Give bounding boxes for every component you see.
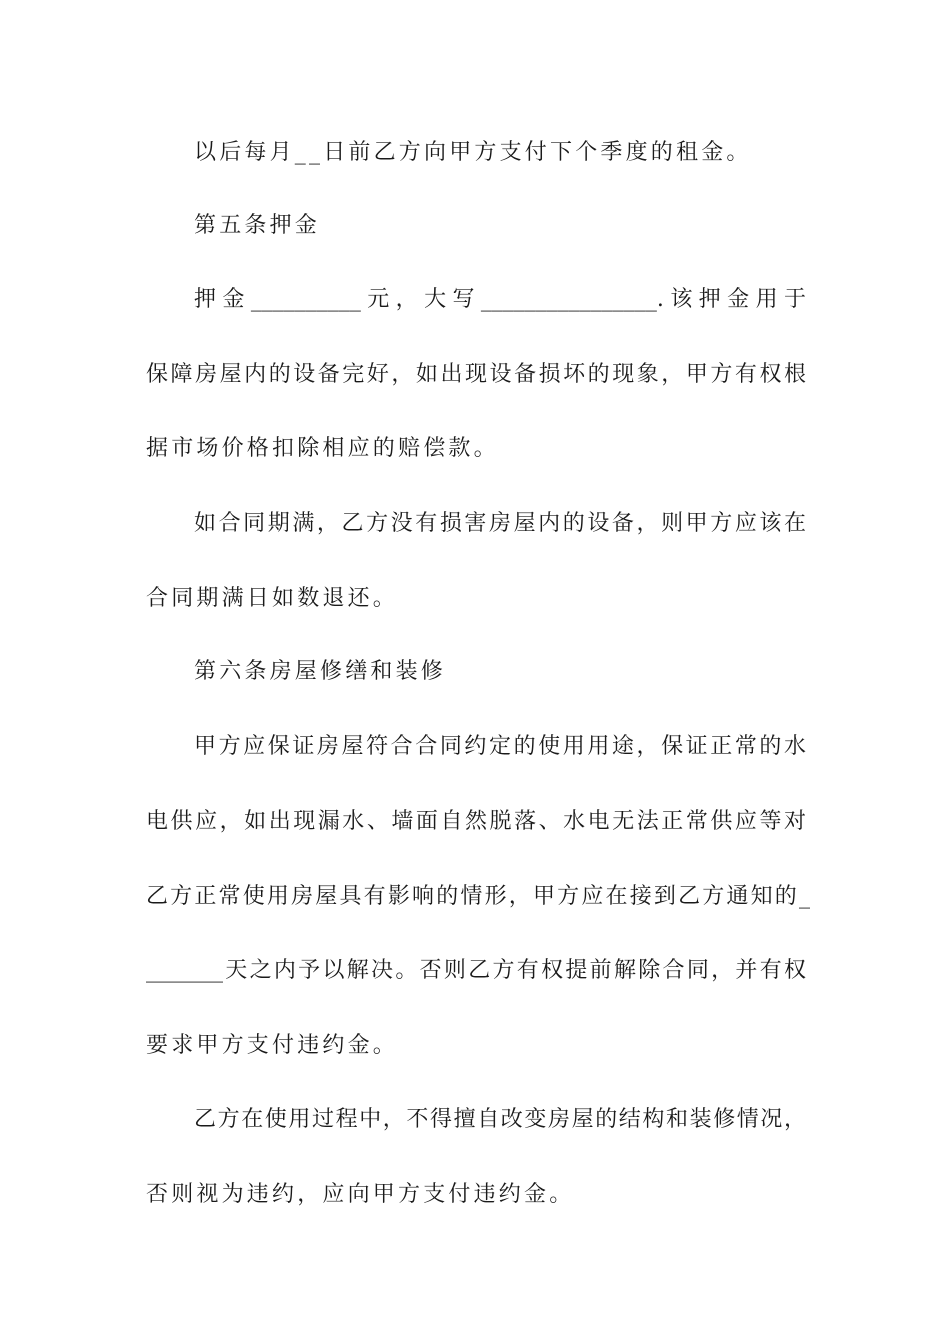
paragraph-line: 要求甲方支付违约金。 [146,1033,399,1058]
paragraph-line: 甲方应保证房屋符合合同约定的使用用途，保证正常的水 [194,734,806,759]
paragraph-line: 据市场价格扣除相应的赔偿款。 [146,436,499,461]
section-heading: 第六条房屋修缮和装修 [194,659,447,684]
section-heading: 第五条押金 [194,213,321,238]
paragraph-line: 乙方在使用过程中，不得擅自改变房屋的结构和装修情况， [194,1107,806,1132]
paragraph-line: 乙方正常使用房屋具有影响的情形，甲方应在接到乙方通知的_ [146,884,810,909]
paragraph-line: 否则视为违约，应向甲方支付违约金。 [146,1182,575,1207]
paragraph-line: 押金__________元，大写________________.该押金用于 [194,287,806,312]
paragraph-line: 如合同期满，乙方没有损害房屋内的设备，则甲方应该在 [194,511,806,536]
paragraph-line: 以后每月__日前乙方向甲方支付下个季度的租金。 [194,140,752,165]
paragraph-line: 保障房屋内的设备完好，如出现设备损坏的现象，甲方有权根 [146,362,806,387]
paragraph-line: 电供应，如出现漏水、墙面自然脱落、水电无法正常供应等对 [146,809,806,834]
paragraph-line: 合同期满日如数退还。 [146,586,399,611]
paragraph-line: _______天之内予以解决。否则乙方有权提前解除合同，并有权 [146,958,806,983]
